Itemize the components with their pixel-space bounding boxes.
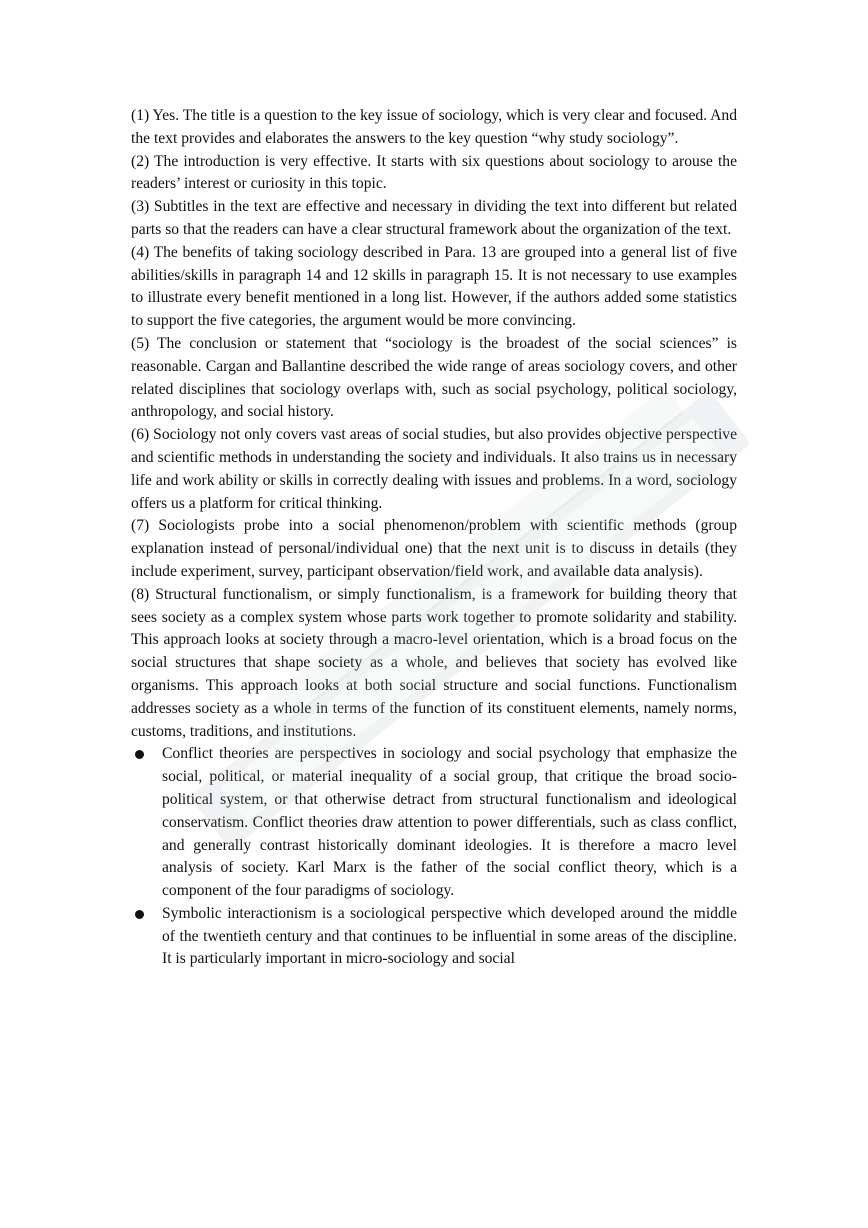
theory-bullet-list: [131, 743, 737, 971]
answer-paragraph-6: (6) Sociology not only covers vast areas of social studies, but also provides objective perspective and scientific methods in understanding the society and individuals. It also trains us in necessary life and work ability or skills in correctly dealing with issues and problems. In a word, sociology offers us a platform for critical thinking.: [131, 426, 737, 512]
bullet-dot-icon: [135, 910, 144, 919]
bullet-item-conflict-theories: [131, 743, 737, 903]
page-body: [131, 105, 737, 971]
answer-paragraph-7: (7) Sociologists probe into a social phenomenon/problem with scientific methods (group explanation instead of personal/individual one) that the next unit is to discuss in details (they include experiment, survey, participant observation/field work, and available data analysis).: [131, 517, 737, 580]
answer-paragraph-2: (2) The introduction is very effective. It starts with six questions about sociology to arouse the readers’ interest or curiosity in this topic.: [131, 152, 737, 193]
bullet-text: Conflict theories are perspectives in sociology and social psychology that emphasize the social, political, or material inequality of a social group, that critique the broad socio-political system, or that otherwise detract from structural functionalism and ideological conservatism. Conflict theories draw attention to power differentials, such as class conflict, and generally contrast historically dominant ideologies. It is therefore a macro level analysis of society. Karl Marx is the father of the social conflict theory, which is a component of the four paradigms of sociology.: [162, 745, 737, 900]
answer-paragraph-8: (8) Structural functionalism, or simply functionalism, is a framework for building theory that sees society as a complex system whose parts work together to promote solidarity and stability. This approach looks at society through a macro-level orientation, which is a broad focus on the social structures that shape society as a whole, and believes that society has evolved like organisms. This approach looks at both social structure and social functions. Functionalism addresses society as a whole in terms of the function of its constituent elements, namely norms, customs, traditions, and institutions.: [131, 585, 737, 740]
bullet-item-symbolic-interactionism: [131, 903, 737, 971]
bullet-dot-icon: [135, 750, 144, 759]
answer-paragraph-1: (1) Yes. The title is a question to the key issue of sociology, which is very clear and focused. And the text provides and elaborates the answers to the key question “why study sociology”.: [131, 107, 737, 147]
answer-paragraph-5: (5) The conclusion or statement that “sociology is the broadest of the social sciences” is reasonable. Cargan and Ballantine described the wide range of areas sociology covers, and other related disciplines that sociology overlaps with, such as social psychology, political sociology, anthropology, and social history.: [131, 334, 737, 421]
answer-paragraph-3: (3) Subtitles in the text are effective and necessary in dividing the text into different but related parts so that the readers can have a clear structural framework about the organization of the text.: [131, 198, 737, 238]
answer-paragraph-4: (4) The benefits of taking sociology described in Para. 13 are grouped into a general list of five abilities/skills in paragraph 14 and 12 skills in paragraph 15. It is not necessary to use examples to illustrate every benefit mentioned in a long list. However, if the authors added some statistics to support the five categories, the argument would be more convincing.: [131, 243, 737, 330]
bullet-text: Symbolic interactionism is a sociological perspective which developed around the middle of the twentieth century and that continues to be influential in some areas of the discipline. It is particularly important in micro-sociology and social: [162, 904, 737, 968]
